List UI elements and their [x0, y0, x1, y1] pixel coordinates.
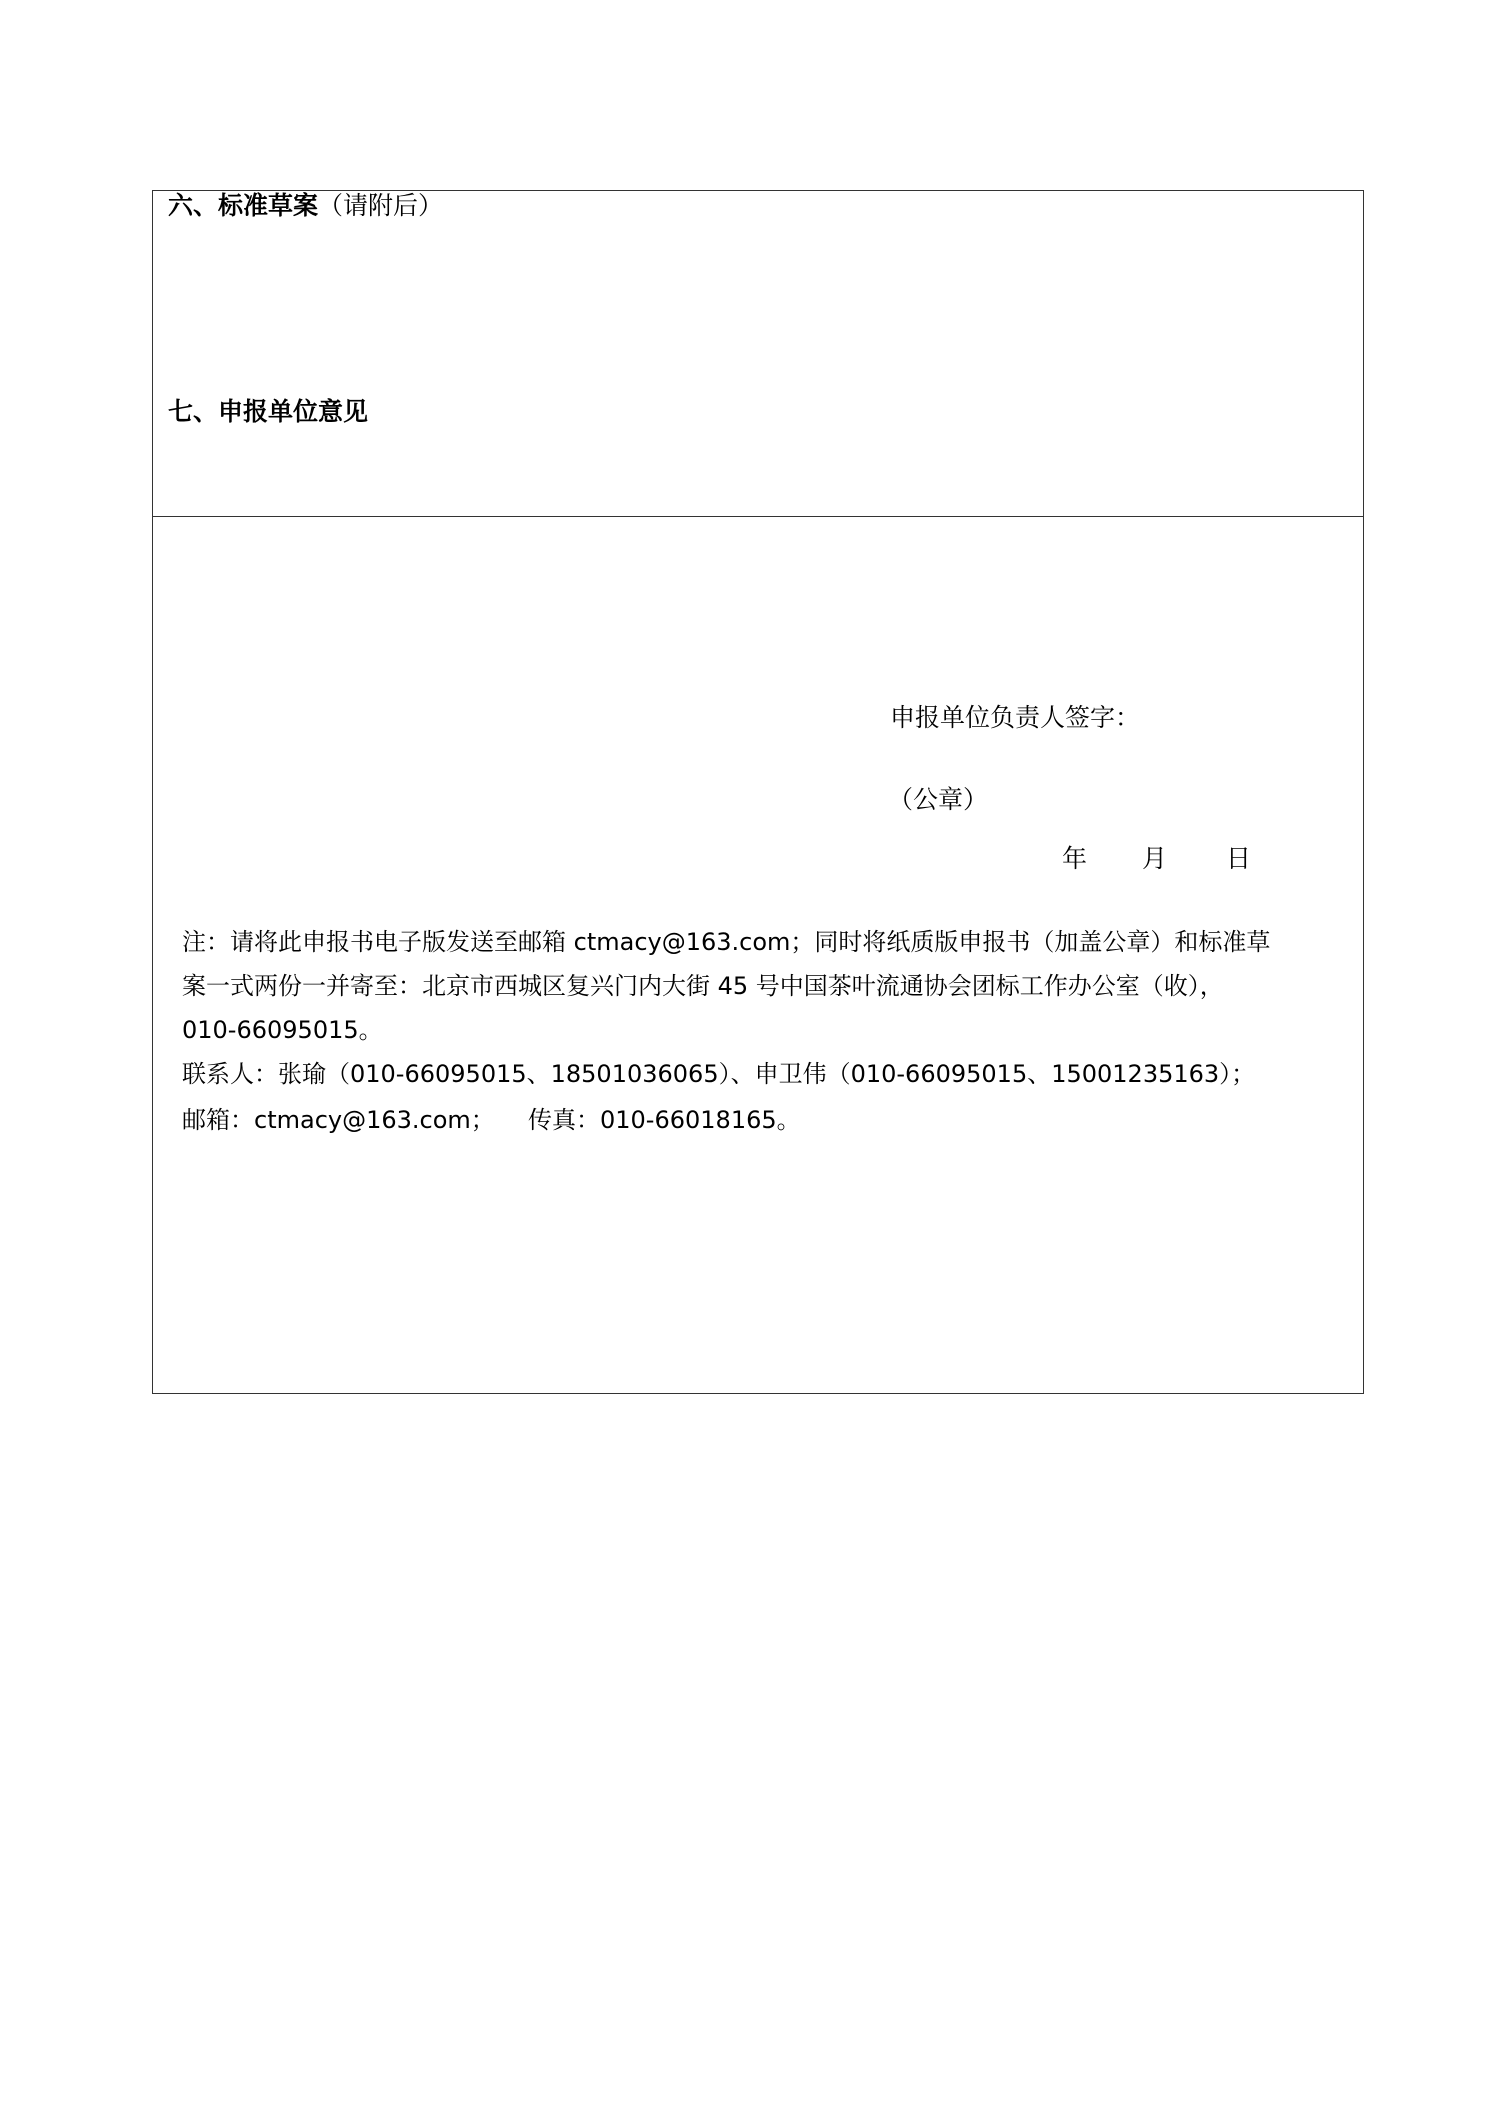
seal-label: （公章）: [888, 785, 989, 814]
form-table: [152, 190, 1364, 1394]
date-year: 年: [1062, 844, 1088, 873]
note-line-1: 注：请将此申报书电子版发送至邮箱 ctmacy@163.com；同时将纸质版申报书（加盖公章）和标准草: [182, 928, 1271, 956]
note-line-2: 案一式两份一并寄至：北京市西城区复兴门内大街 45 号中国茶叶流通协会团标工作办公室（收），: [182, 972, 1224, 1000]
note-line-3: 010-66095015。: [182, 1016, 383, 1044]
date-month: 月: [1142, 844, 1168, 873]
fax-line: 传真：010-66018165。: [528, 1106, 801, 1134]
section6-heading: [168, 190, 443, 222]
date-day: 日: [1226, 844, 1252, 873]
email-line: 邮箱：ctmacy@163.com；: [182, 1106, 495, 1134]
section6-subtitle: （请附后）: [318, 191, 444, 220]
contacts-line: 联系人：张瑜（010-66095015、18501036065）、申卫伟（010-66095015、15001235163）；: [182, 1060, 1256, 1088]
row-divider: [152, 516, 1364, 517]
section6-title: 六、标准草案: [168, 191, 319, 220]
signature-label: 申报单位负责人签字：: [890, 703, 1141, 732]
section7-title: 七、申报单位意见: [168, 397, 369, 426]
